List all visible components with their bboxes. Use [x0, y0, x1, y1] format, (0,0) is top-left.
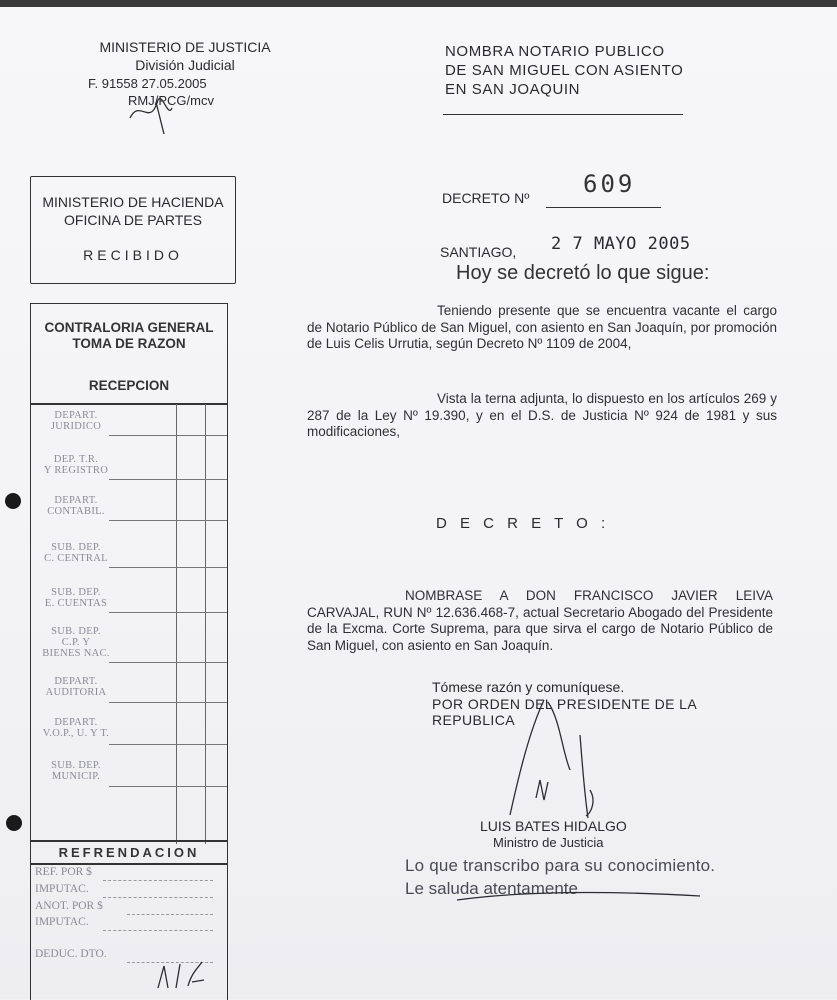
typist-initials: RMJ/PCG/mcv — [128, 93, 214, 108]
strike-line — [455, 884, 705, 908]
subject-line-3: EN SAN JOAQUIN — [445, 81, 581, 98]
contraloria-column — [30, 303, 228, 1000]
punch-hole-bottom — [6, 815, 22, 831]
subject-line-1: NOMBRA NOTARIO PUBLICO — [445, 43, 665, 60]
decree-intro: Hoy se decretó lo que sigue: — [456, 262, 710, 284]
dept-registro: DEP. T.R. Y REGISTRO — [43, 454, 109, 476]
dept-juridico: DEPART. JURIDICO — [50, 410, 102, 432]
file-reference: F. 91558 27.05.2005 — [88, 76, 207, 91]
dept-contabil: DEPART. CONTABIL. — [47, 495, 105, 517]
decree-subject — [445, 42, 683, 99]
received-label: RECIBIDO — [83, 247, 183, 263]
appointment-paragraph: NOMBRASE A DON FRANCISCO JAVIER LEIVA CARVAJAL, RUN Nº 12.636.468-7, actual Secretario Abogado del Presidente de la Excma. Corte Suprema, para que sirva el cargo de Notario Público de San Miguel, con asiento en San Joaquín. — [307, 588, 773, 653]
decree-number-label: DECRETO Nº — [442, 190, 530, 206]
dept-vop: DEPART. V.O.P., U. Y T. — [42, 717, 110, 739]
imputac-1: IMPUTAC. — [35, 883, 89, 895]
contraloria-title: CONTRALORIA GENERAL — [44, 320, 214, 335]
ministry-name: MINISTERIO DE JUSTICIA — [99, 39, 271, 55]
decree-place: SANTIAGO, — [440, 244, 517, 260]
punch-hole-top — [5, 493, 21, 509]
signer-name: LUIS BATES HIDALGO — [480, 818, 627, 834]
toma-de-razon-title: TOMA DE RAZON — [72, 336, 186, 351]
subject-line-2: DE SAN MIGUEL CON ASIENTO — [445, 62, 684, 79]
top-edge-shadow — [0, 0, 837, 7]
by-order-line: POR ORDEN DEL PRESIDENTE DE LA REPUBLICA — [432, 696, 697, 728]
greeting-stamp: Le saluda atentamente — [405, 879, 578, 898]
hacienda-received-stamp — [30, 176, 236, 284]
vista-paragraph: Vista la terna adjunta, lo dispuesto en los artículos 269 y 287 de la Ley Nº 19.390, y en el D.S. de Justicia Nº 924 de 1981 y sus modificaciones, — [307, 391, 777, 439]
refrendacion-label: REFRENDACION — [58, 845, 200, 860]
signer-title: Ministro de Justicia — [493, 835, 604, 850]
transcription-stamp: Lo que transcribo para su conocimiento. — [405, 856, 716, 875]
decree-heading: D E C R E T O : — [436, 515, 610, 532]
initials-signature — [120, 88, 190, 138]
ministry-header — [60, 38, 310, 74]
ministry-division: División Judicial — [135, 57, 235, 73]
decree-number: 609 — [583, 170, 636, 198]
closing-formula: Tómese razón y comuníquese. — [432, 679, 625, 695]
bottom-initials — [152, 958, 222, 998]
hacienda-line-2: OFICINA DE PARTES — [64, 212, 202, 228]
dept-bienes-nac: SUB. DEP. C.P. Y BIENES NAC. — [42, 626, 110, 659]
decree-number-underline — [546, 207, 661, 208]
deduc-dto: DEDUC. DTO. — [35, 948, 107, 960]
dept-auditoria: DEPART. AUDITORIA — [45, 676, 107, 698]
dept-central: SUB. DEP. C. CENTRAL — [44, 542, 108, 564]
imputac-2: IMPUTAC. — [35, 916, 89, 928]
dept-municip: SUB. DEP. MUNICIP. — [51, 760, 101, 782]
decree-date: 2 7 MAYO 2005 — [551, 234, 691, 254]
ref-por: REF. POR $ — [35, 866, 92, 878]
reception-label: RECEPCION — [88, 378, 170, 393]
considering-paragraph: Teniendo presente que se encuentra vacante el cargo de Notario Público de San Miguel, con asiento en San Joaquín, por promoción de Luis Celis Urrutia, según Decreto Nº 1109 de 2004, — [307, 303, 777, 351]
dept-cuentas: SUB. DEP. E. CUENTAS — [44, 587, 108, 609]
subject-underline — [443, 114, 683, 115]
hacienda-line-1: MINISTERIO DE HACIENDA — [42, 194, 224, 210]
anot-por: ANOT. POR $ — [35, 900, 103, 912]
minister-signature — [500, 690, 610, 830]
